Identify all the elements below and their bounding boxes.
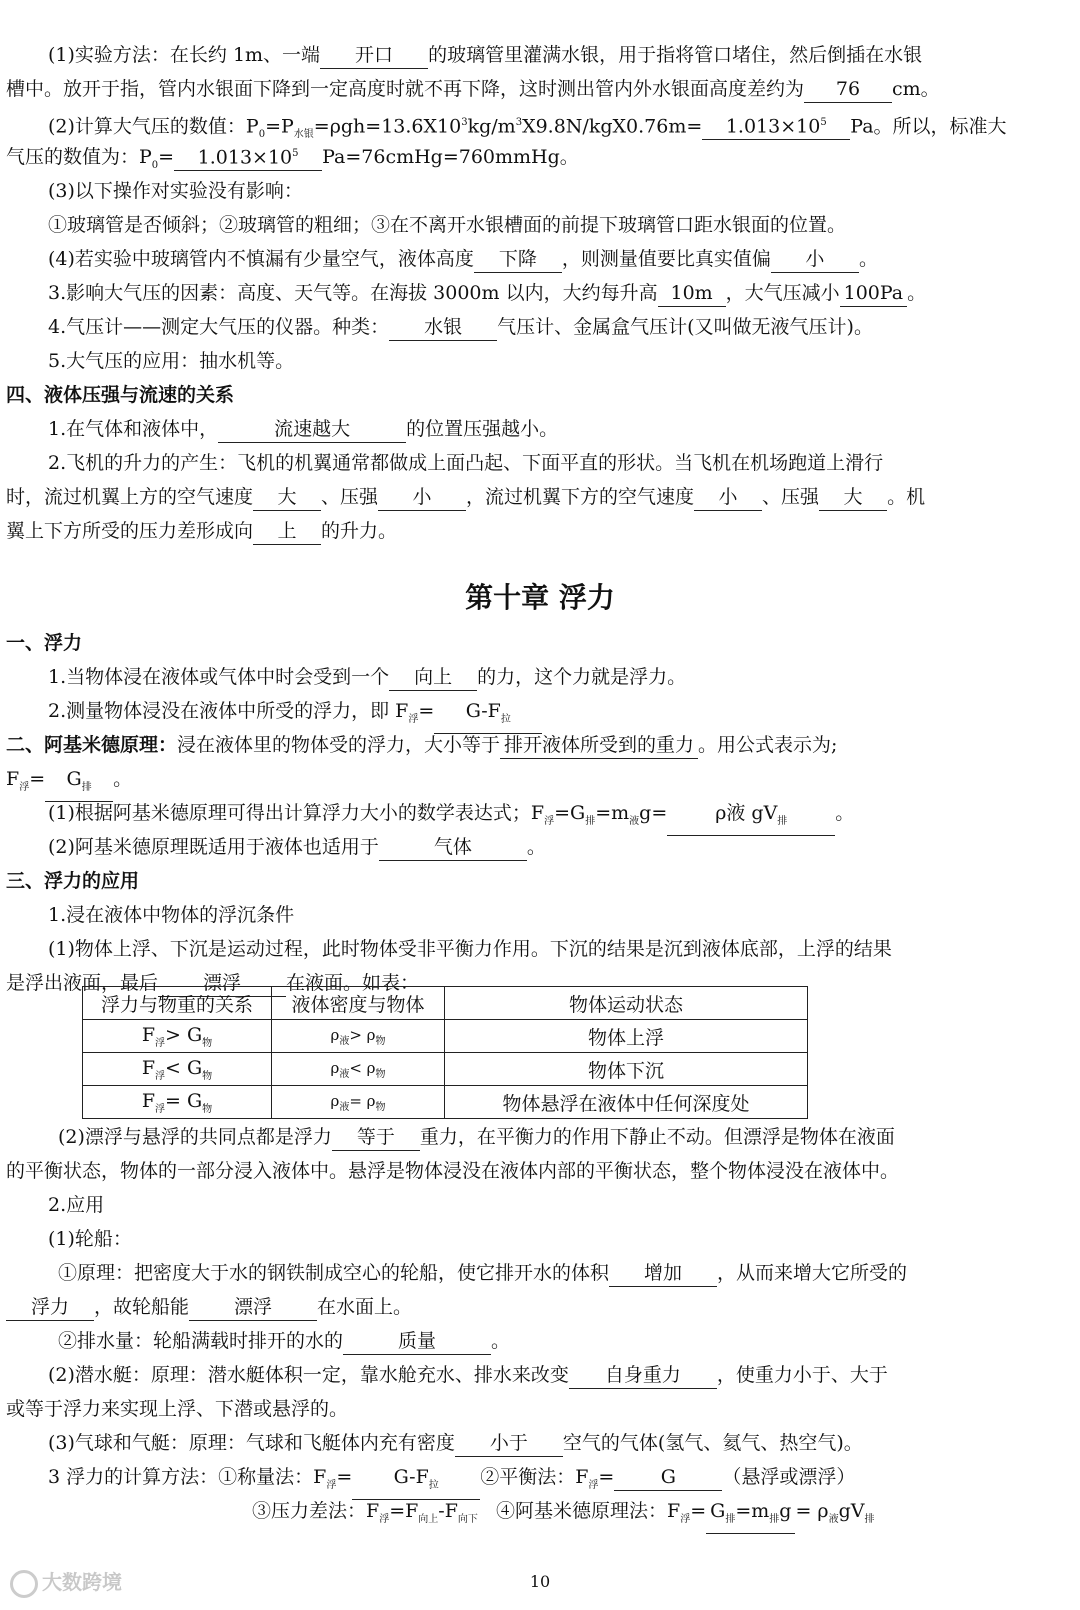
float-suspend-line-1: (2)漂浮与悬浮的共同点都是浮力 等于 重力，在平衡力的作用下静止不动。但漂浮是物体在液面 [0,1120,1080,1154]
no-effect-intro: (3)以下操作对实验没有影响： [48,180,303,202]
section-heading-flow: 四、液体压强与流速的关系 [6,384,235,406]
calc-pressure-line-2: 气压的数值为：$P_0= 1.013\times 10^5$ Pa=76cmHg=760mmHg。 [0,140,1080,183]
blank-rho-g-v: ρ液 $gV_排$ [667,800,835,836]
buoyancy-def-line: 1.当物体浸在液体或气体中时会受到一个 向上 的力，这个力就是浮力。 [0,660,1080,694]
table-cell: $\rho_液= \rho_物$ [272,1086,445,1119]
blank-small: 小 [771,246,859,273]
blank-10m: 10m [658,280,726,307]
blank-mass: 质量 [343,1328,491,1355]
table-cell: 物体悬浮在液体中任何深度处 [445,1086,808,1119]
buoyancy-measure-line: 2.测量物体浸没在液体中所受的浮力，即 $F_浮= G-F_拉$ [0,694,1080,737]
blank-100pa: 100Pa [840,280,908,307]
blank-faster-flow: 流速越大 [218,416,406,443]
table-row [83,1086,808,1119]
blank-increase: 增加 [609,1260,717,1287]
blank-float: 漂浮 [158,970,286,997]
blank-g-displaced: $G_排$ [45,766,113,802]
lift-line-1: 2.飞机的升力的产生：飞机的机翼通常都做成上面凸起、下面平直的形状。当飞机在机场跑道上滑行 [48,452,884,474]
archimedes-expr-line: (1)根据阿基米德原理可得出计算浮力大小的数学表达式；$F_浮=G_排=m_液g= \rho$液 $gV_排$ 。 [0,796,1080,839]
lift-line-2: 时，流过机翼上方的空气速度 大 、压强 小 ，流过机翼下方的空气速度 小 、压强 大 。机 [0,480,1080,514]
blank-ship-float: 漂浮 [189,1294,317,1321]
lift-line-3: 翼上下方所受的压力差形成向 上 的升力。 [0,514,1080,548]
table-cell: $F_浮< G_物$ [83,1053,272,1086]
table-cell: 物体下沉 [445,1053,808,1086]
watermark: 大数跨境 [10,1566,122,1598]
flow-line-1: 1.在气体和液体中， 流速越大 的位置压强越小。 [0,412,1080,446]
float-sink-title: 1.浸在液体中物体的浮沉条件 [48,904,295,926]
blank-upper-speed: 大 [253,484,321,511]
blank-equal: 等于 [332,1124,420,1151]
blank-open-end: 开口 [320,42,428,69]
float-suspend-line-2: 的平衡状态，物体的一部分浸入液体中。悬浮是物体浸没在液体内部的平衡状态，整个物体浸没在液体中。 [6,1160,900,1182]
exp-method-line-1: (1)实验方法：在长约 1m、一端 开口 的玻璃管里灌满水银，用于指将管口堵住，然后倒插在水银 [0,38,1080,72]
section-heading-applications: 三、浮力的应用 [6,870,140,892]
exp-method-line-2: 槽中。放开于指，管内水银面下降到一定高度时就不再下降，这时测出管内外水银面高度差约为 76 cm。 [0,72,1080,106]
blank-less-than: 小于 [455,1430,563,1457]
ship-principle-line-1: ①原理：把密度大于水的钢铁制成空心的轮船，使它排开水的体积 增加 ，从而来增大它所受的 [0,1256,1080,1290]
blank-weigh-method: $G-F_拉$ [352,1464,480,1500]
archimedes-line-1: 二、阿基米德原理：浸在液体里的物体受的浮力，大小等于 排开液体所受到的重力 。用公式表示为; [0,728,1080,762]
page-number: 10 [529,1572,551,1591]
blank-displaced-weight: 排开液体所受到的重力 [500,732,698,759]
blank-pressure-value: $1.013\times 10^5$ [702,110,850,140]
table-cell: $F_浮> G_物$ [83,1020,272,1053]
submarine-line-1: (2)潜水艇：原理：潜水艇体积一定，靠水舱充水、排水来改变 自身重力 ，使重力小于、大于 [0,1358,1080,1392]
application-title: 2.应用 [48,1194,105,1216]
balloon-line: (3)气球和气艇：原理：气球和飞艇体内充有密度 小于 空气的气体(氢气、氦气、热空气)。 [0,1426,1080,1460]
blank-upper-pressure: 小 [378,484,466,511]
barometer-line: 4.气压计——测定大气压的仪器。种类： 水银 气压计、金属盒气压计(又叫做无液气压计)。 [0,310,1080,344]
blank-height-76: 76 [804,76,892,103]
blank-decrease: 下降 [474,246,562,273]
table-header: 液体密度与物体 [272,987,445,1020]
table-header: 浮力与物重的关系 [83,987,272,1020]
ship-title: (1)轮船： [48,1228,132,1250]
table-header-row [83,987,808,1020]
table-row [83,1053,808,1086]
calc-methods-line-2: ③压力差法：$F_浮=F_{向上}-F_{向下}$ ④阿基米德原理法：$F_浮= G_排=m_排g = \rho_液gV_排$ [0,1494,1080,1537]
displacement-line: ②排水量：轮船满载时排开的水的 质量 。 [0,1324,1080,1358]
float-sink-line-1: (1)物体上浮、下沉是运动过程，此时物体受非平衡力作用。下沉的结果是沉到液体底部，上浮的结果 [48,938,892,960]
submarine-line-2: 或等于浮力来实现上浮、下潜或悬浮的。 [6,1398,349,1420]
archimedes-gas-line: (2)阿基米德原理既适用于液体也适用于 气体 。 [0,830,1080,864]
blank-buoyancy: 浮力 [6,1294,94,1321]
altitude-factor-line: 3.影响大气压的因素：高度、天气等。在海拔 3000m 以内，大约每升高 10m ，大气压减小 100Pa 。 [0,276,1080,310]
table-row [83,1020,808,1053]
blank-upward: 上 [253,518,321,545]
float-sink-line-2: 是浮出液面，最后 漂浮 在液面。如表： [0,966,1080,1000]
blank-upward-force: 向上 [389,664,477,691]
archimedes-formula-line: $F_浮= G_排$ 。 [0,762,1080,805]
no-effect-list: ①玻璃管是否倾斜；②玻璃管的粗细；③在不离开水银槽面的前提下玻璃管口距水银面的位置。 [48,214,847,236]
blank-lower-pressure: 大 [819,484,887,511]
air-leak-line: (4)若实验中玻璃管内不慎漏有少量空气，液体高度 下降 ，则测量值要比真实值偏 小 。 [0,242,1080,276]
blank-standard-pressure: $1.013\times 10^5$ [174,141,322,171]
blank-archimedes-method: $G_排=m_排g$ [706,1498,795,1534]
table-cell: 物体上浮 [445,1020,808,1053]
table-cell: $F_浮= G_物$ [83,1086,272,1119]
blank-self-weight: 自身重力 [569,1362,717,1389]
float-condition-table [82,986,808,1119]
calc-pressure-line-1: (2)计算大气压的数值：$P_0=P_{水银}=\rho gh=13.6X10^3kg/m^3X9.8N/kgX0.76m= 1.013\times 10^5$ Pa。所以，标准大 [0,106,1080,152]
blank-mercury: 水银 [389,314,497,341]
section-heading-archimedes: 二、阿基米德原理： [6,734,178,756]
section-heading-buoyancy: 一、浮力 [6,632,83,654]
table-cell: $\rho_液> \rho_物$ [272,1020,445,1053]
chapter-title: 第十章 浮力 [465,581,615,614]
calc-methods-line-1: 3 浮力的计算方法：①称量法：$F_浮= G-F_拉$ ②平衡法：$F_浮= G$ （悬浮或漂浮） [0,1460,1080,1503]
blank-balance-method: G [614,1464,722,1491]
ship-principle-line-2: 浮力 ，故轮船能 漂浮 在水面上。 [0,1290,1080,1324]
table-header: 物体运动状态 [445,987,808,1020]
pressure-application: 5.大气压的应用：抽水机等。 [48,350,295,372]
blank-lower-speed: 小 [694,484,762,511]
blank-g-minus-f: $G-F_拉$ [434,698,542,734]
blank-gas: 气体 [379,834,527,861]
table-cell: $\rho_液< \rho_物$ [272,1053,445,1086]
